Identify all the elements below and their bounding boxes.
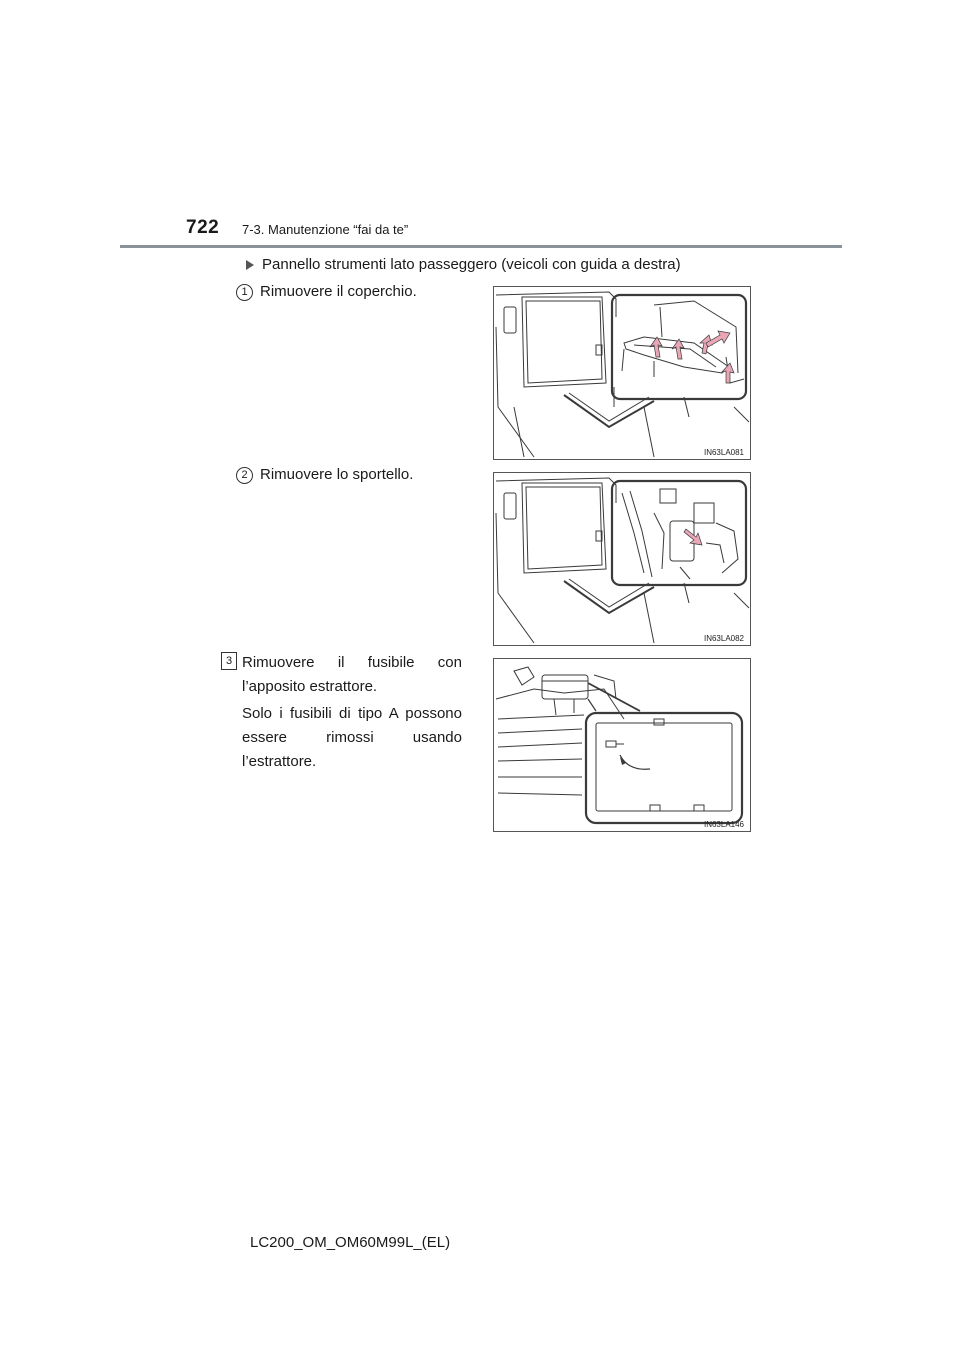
- step-1-text: Rimuovere il coperchio.: [260, 283, 417, 300]
- section-title: 7-3. Manutenzione “fai da te”: [242, 222, 409, 237]
- fuse-lid-illustration: [494, 473, 751, 646]
- step-3-badge: 3: [221, 652, 237, 670]
- page-number: 722: [186, 217, 220, 238]
- subheading: [246, 256, 681, 273]
- step-3-text: Rimuovere il fusibile con l’apposito estrattore.: [242, 654, 462, 695]
- step-2-badge: 2: [236, 467, 253, 484]
- triangle-bullet-icon: [246, 260, 254, 270]
- header-divider: [120, 245, 842, 248]
- footer-doc-code: LC200_OM_OM60M99L_(EL): [250, 1234, 451, 1251]
- step-3-note: Solo i fusibili di tipo A possono essere rimossi usando l’estrattore.: [242, 705, 462, 770]
- subheading-text: Pannello strumenti lato passeggero (veicoli con guida a destra): [262, 256, 681, 273]
- figure-code: IN63LA082: [703, 634, 744, 643]
- figure-code: IN63LA081: [703, 448, 744, 457]
- figure-remove-cover: [493, 286, 751, 460]
- step-2-text: Rimuovere lo sportello.: [260, 466, 414, 483]
- figure-code: IN63LA146: [703, 820, 744, 829]
- fuse-box-illustration: [494, 659, 751, 832]
- glovebox-cover-illustration: [494, 287, 751, 460]
- step-1-badge: 1: [236, 284, 253, 301]
- figure-remove-lid: [493, 472, 751, 646]
- figure-fuse-puller: [493, 658, 751, 832]
